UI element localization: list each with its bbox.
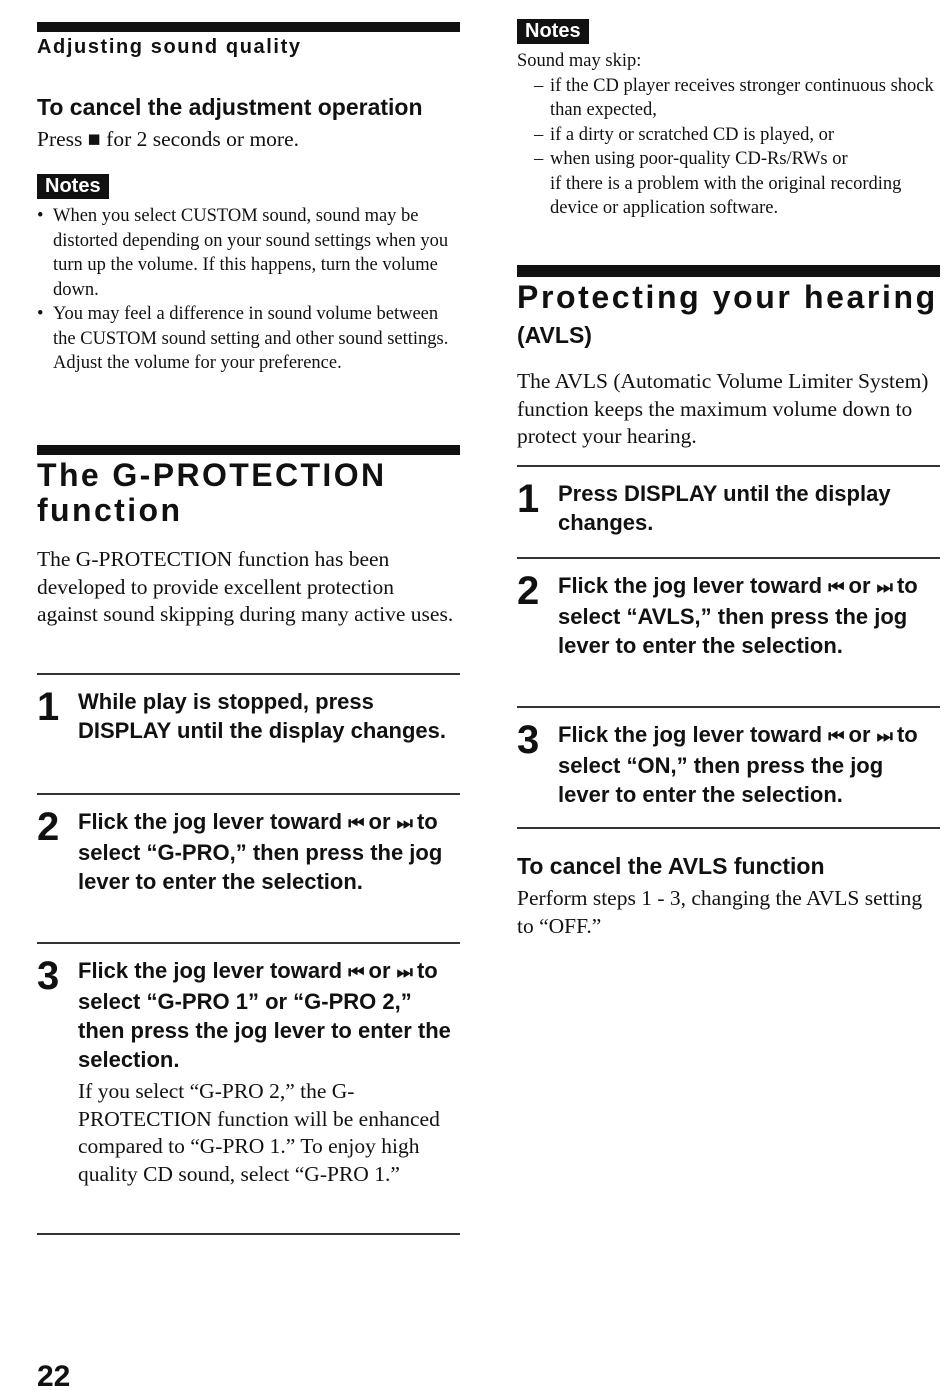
step-text-post: to select “AVLS,” then press the jog lever to enter the selection. [558,573,918,658]
step-text [78,807,460,896]
step-text-post: to select “G-PRO,” then press the jog lever to enter the selection. [78,809,443,894]
step-text-or: or [848,573,871,598]
skip-continuation: if there is a problem with the original recording device or application software. [550,173,902,218]
skip-item [517,123,940,148]
note-item [37,204,460,302]
g-protection-intro: The G-PROTECTION function has been developed to provide excellent protection against sound skipping during many active uses. [37,547,454,626]
bullet-mark: • [37,206,44,226]
step-divider [37,793,460,795]
step-divider [37,1233,460,1235]
next-track-icon: ⏭ [876,726,891,747]
step-text-post: to select “G-PRO 1” or “G-PRO 2,” then press the jog lever to enter the selection. [78,958,451,1072]
skip-item [517,74,940,123]
step-text: While play is stopped, press DISPLAY until the display changes. [78,689,446,743]
g-protection-title-line2: function [37,492,183,528]
step-divider [517,706,940,708]
step-text [558,720,940,809]
step-number: 2 [517,569,540,613]
previous-track-icon: ⏮ [348,813,363,834]
page-number: 22 [37,1360,71,1393]
section-rule [37,445,460,455]
step-divider [37,942,460,944]
step-text: Press DISPLAY until the display changes. [558,481,891,535]
step-text [78,956,460,1074]
g-protection-title-line1: The G-PROTECTION [37,457,387,493]
dash-mark: – [534,124,544,145]
cancel-text-post: for 2 seconds or more. [106,127,300,151]
avls-subtitle: (AVLS) [517,322,592,348]
avls-step-2 [517,571,940,660]
step-text-or: or [848,722,871,747]
step-text-or: or [368,958,391,983]
step-number: 1 [37,685,60,729]
stop-icon: ■ [87,127,101,151]
step-text-pre: Flick the jog lever toward [78,809,343,834]
step-text-post: to select “ON,” then press the jog lever to enter the selection. [558,722,918,807]
section-rule [37,22,460,32]
next-track-icon: ⏭ [396,813,411,834]
step-description: If you select “G-PRO 2,” the G-PROTECTION function will be enhanced compared to “G-PRO 1.” To enjoy high quality CD sound, select “G-PRO 1.” [78,1079,440,1186]
skip-item [517,147,940,172]
avls-title: Protecting your hearing [517,279,938,315]
section-title-sound-quality: Adjusting sound quality [37,36,302,58]
previous-track-icon: ⏮ [828,577,843,598]
skip-text: if the CD player receives stronger continuous shock than expected, [550,75,934,120]
skip-intro: Sound may skip: [517,51,642,71]
notes-badge: Notes [517,19,589,44]
previous-track-icon: ⏮ [348,962,363,983]
step-divider [517,557,940,559]
step-divider [37,673,460,675]
skip-notes [517,49,940,221]
step-number: 3 [517,718,540,762]
step-number: 1 [517,477,540,521]
next-track-icon: ⏭ [876,577,891,598]
step-text-pre: Flick the jog lever toward [558,573,823,598]
notes-badge: Notes [37,174,109,199]
step-text-pre: Flick the jog lever toward [78,958,343,983]
step-text [558,571,940,660]
step-text-or: or [368,809,391,834]
step-divider [517,827,940,829]
skip-text: if a dirty or scratched CD is played, or [550,124,835,145]
step-number: 2 [37,805,60,849]
g-protection-step-3 [37,956,460,1188]
previous-track-icon: ⏮ [828,726,843,747]
cancel-avls-heading: To cancel the AVLS function [517,853,825,879]
next-track-icon: ⏭ [396,962,411,983]
step-text-pre: Flick the jog lever toward [558,722,823,747]
skip-list [517,74,940,172]
avls-step-1 [517,479,940,537]
cancel-avls-text: Perform steps 1 - 3, changing the AVLS setting to “OFF.” [517,886,923,938]
cancel-adjustment-heading: To cancel the adjustment operation [37,94,423,120]
g-protection-step-1 [37,687,460,745]
dash-mark: – [534,75,544,96]
cancel-adjustment-text [37,126,460,154]
step-divider [517,465,940,467]
skip-text: when using poor-quality CD-Rs/RWs or [550,149,848,169]
g-protection-title [37,458,387,528]
note-item [37,302,460,376]
avls-intro: The AVLS (Automatic Volume Limiter System) function keeps the maximum volume down to protect your hearing. [517,369,929,448]
notes-list [37,204,460,376]
step-number: 3 [37,954,60,998]
cancel-text-pre: Press [37,127,83,151]
note-text: When you select CUSTOM sound, sound may be distorted depending on your sound settings when you turn up the volume. If this happens, turn the volume down. [53,206,449,300]
g-protection-step-2 [37,807,460,896]
note-text: You may feel a difference in sound volume between the CUSTOM sound setting and other sound settings. Adjust the volume for your preference. [53,304,449,373]
avls-step-3 [517,720,940,809]
section-rule [517,265,940,277]
dash-mark: – [534,149,544,169]
bullet-mark: • [37,304,44,324]
